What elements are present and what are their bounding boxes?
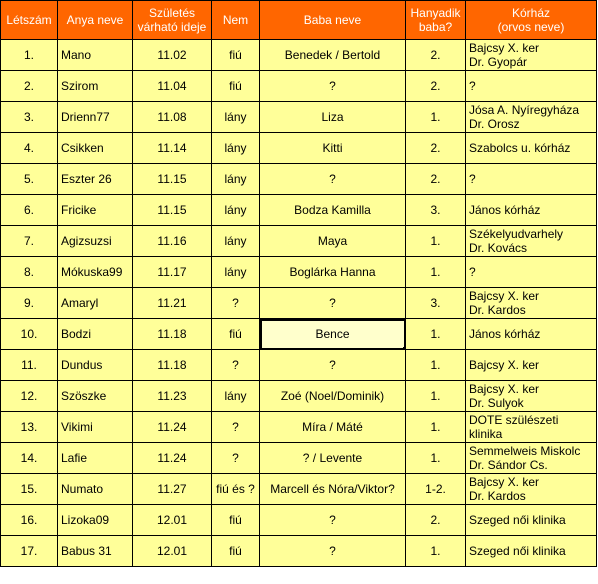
cell-count[interactable]: 13. <box>1 412 58 443</box>
cell-baby-name[interactable]: Benedek / Bertold <box>260 40 406 71</box>
cell-count[interactable]: 9. <box>1 288 58 319</box>
cell-due-date[interactable]: 11.15 <box>133 164 212 195</box>
cell-count[interactable]: 11. <box>1 350 58 381</box>
table-row <box>1 474 597 505</box>
cell-which-baby[interactable]: 2. <box>406 40 466 71</box>
cell-mother-name[interactable]: Numato <box>58 474 133 505</box>
table-row <box>1 443 597 474</box>
cell-due-date[interactable]: 11.14 <box>133 133 212 164</box>
cell-which-baby[interactable]: 1. <box>406 381 466 412</box>
cell-hospital[interactable]: Semmelweis Miskolc Dr. Sándor Cs. <box>466 443 597 474</box>
cell-mother-name[interactable]: Fricike <box>58 195 133 226</box>
cell-due-date[interactable]: 11.18 <box>133 350 212 381</box>
cell-sex[interactable]: lány <box>212 257 260 288</box>
cell-count[interactable]: 17. <box>1 536 58 567</box>
cell-which-baby[interactable]: 2. <box>406 71 466 102</box>
cell-baby-name[interactable]: Maya <box>260 226 406 257</box>
header-sex[interactable]: Nem <box>212 1 260 40</box>
cell-count[interactable]: 12. <box>1 381 58 412</box>
cell-count[interactable]: 2. <box>1 71 58 102</box>
cell-baby-name[interactable]: Liza <box>260 102 406 133</box>
header-hospital[interactable]: Kórház (orvos neve) <box>466 1 597 40</box>
cell-mother-name[interactable]: Lafie <box>58 443 133 474</box>
cell-hospital[interactable]: ? <box>466 257 597 288</box>
cell-due-date[interactable]: 11.17 <box>133 257 212 288</box>
cell-mother-name[interactable]: Mano <box>58 40 133 71</box>
table-row <box>1 164 597 195</box>
cell-sex[interactable]: lány <box>212 133 260 164</box>
cell-hospital[interactable]: DOTE szülészeti klinika <box>466 412 597 443</box>
cell-count[interactable]: 14. <box>1 443 58 474</box>
cell-sex[interactable]: fiú <box>212 71 260 102</box>
cell-mother-name[interactable]: Bodzi <box>58 319 133 350</box>
cell-which-baby[interactable]: 3. <box>406 195 466 226</box>
cell-hospital[interactable]: Bajcsy X. ker Dr. Kardos <box>466 474 597 505</box>
cell-due-date[interactable]: 11.23 <box>133 381 212 412</box>
cell-mother-name[interactable]: Agizsuzsi <box>58 226 133 257</box>
table-row <box>1 412 597 443</box>
table-row <box>1 40 597 71</box>
cell-mother-name[interactable]: Lizoka09 <box>58 505 133 536</box>
header-which-baby[interactable]: Hanyadik baba? <box>406 1 466 40</box>
cell-due-date[interactable]: 11.02 <box>133 40 212 71</box>
cell-baby-name[interactable]: ? <box>260 71 406 102</box>
cell-due-date[interactable]: 11.04 <box>133 71 212 102</box>
cell-count[interactable]: 10. <box>1 319 58 350</box>
table-row <box>1 350 597 381</box>
table-body <box>1 40 597 567</box>
cell-which-baby[interactable]: 1. <box>406 443 466 474</box>
cell-hospital[interactable]: Szeged női klinika <box>466 505 597 536</box>
header-count[interactable]: Létszám <box>1 1 58 40</box>
cell-due-date[interactable]: 11.24 <box>133 412 212 443</box>
cell-sex[interactable]: lány <box>212 164 260 195</box>
cell-hospital[interactable]: Szabolcs u. kórház <box>466 133 597 164</box>
cell-count[interactable]: 6. <box>1 195 58 226</box>
cell-count[interactable]: 15. <box>1 474 58 505</box>
cell-which-baby[interactable]: 1. <box>406 226 466 257</box>
cell-due-date[interactable]: 11.15 <box>133 195 212 226</box>
cell-due-date[interactable]: 11.27 <box>133 474 212 505</box>
cell-which-baby[interactable]: 1. <box>406 257 466 288</box>
cell-sex[interactable]: lány <box>212 381 260 412</box>
cell-which-baby[interactable]: 1. <box>406 350 466 381</box>
cell-which-baby[interactable]: 1. <box>406 102 466 133</box>
cell-which-baby[interactable]: 2. <box>406 505 466 536</box>
cell-mother-name[interactable]: Szirom <box>58 71 133 102</box>
cell-due-date[interactable]: 11.16 <box>133 226 212 257</box>
cell-sex[interactable]: ? <box>212 288 260 319</box>
cell-hospital[interactable]: Jósa A. Nyíregyháza Dr. Orosz <box>466 102 597 133</box>
cell-sex[interactable]: fiú és ? <box>212 474 260 505</box>
cell-baby-name[interactable]: ? <box>260 505 406 536</box>
cell-sex[interactable]: fiú <box>212 505 260 536</box>
table-row <box>1 505 597 536</box>
cell-baby-name[interactable]: ? / Levente <box>260 443 406 474</box>
cell-hospital[interactable]: Bajcsy X. ker <box>466 350 597 381</box>
header-baby-name[interactable]: Baba neve <box>260 1 406 40</box>
header-mother-name[interactable]: Anya neve <box>58 1 133 40</box>
cell-count[interactable]: 1. <box>1 40 58 71</box>
cell-mother-name[interactable]: Mókuska99 <box>58 257 133 288</box>
cell-baby-name[interactable]: Boglárka Hanna <box>260 257 406 288</box>
cell-baby-name[interactable]: ? <box>260 350 406 381</box>
cell-due-date[interactable]: 11.21 <box>133 288 212 319</box>
selected-cell-text: Bence <box>315 327 350 341</box>
cell-mother-name[interactable]: Dundus <box>58 350 133 381</box>
cell-count[interactable]: 3. <box>1 102 58 133</box>
table-row <box>1 133 597 164</box>
cell-sex[interactable]: fiú <box>212 40 260 71</box>
header-due-date[interactable]: Születés várható ideje <box>133 1 212 40</box>
cell-hospital[interactable]: Bajcsy X. ker Dr. Kardos <box>466 288 597 319</box>
cell-sex[interactable]: ? <box>212 412 260 443</box>
cell-baby-name[interactable]: Míra / Máté <box>260 412 406 443</box>
cell-sex[interactable]: lány <box>212 226 260 257</box>
table-row <box>1 226 597 257</box>
cell-which-baby[interactable]: 2. <box>406 133 466 164</box>
table-row <box>1 71 597 102</box>
table-row <box>1 102 597 133</box>
cell-due-date[interactable]: 11.08 <box>133 102 212 133</box>
cell-mother-name[interactable]: Szöszke <box>58 381 133 412</box>
cell-mother-name[interactable]: Eszter 26 <box>58 164 133 195</box>
cell-hospital[interactable]: ? <box>466 71 597 102</box>
cell-baby-name[interactable]: ? <box>260 288 406 319</box>
cell-mother-name[interactable]: Drienn77 <box>58 102 133 133</box>
cell-which-baby[interactable]: 1. <box>406 412 466 443</box>
cell-hospital[interactable]: János kórház <box>466 195 597 226</box>
cell-sex[interactable]: lány <box>212 195 260 226</box>
fill-handle[interactable] <box>403 347 406 350</box>
cell-sex[interactable]: ? <box>212 443 260 474</box>
cell-hospital[interactable]: Bajcsy X. ker Dr. Gyopár <box>466 40 597 71</box>
table-row <box>1 536 597 567</box>
cell-which-baby[interactable]: 2. <box>406 164 466 195</box>
table-row <box>1 381 597 412</box>
cell-baby-name[interactable]: ? <box>260 164 406 195</box>
cell-hospital[interactable]: János kórház <box>466 319 597 350</box>
cell-mother-name[interactable]: Amaryl <box>58 288 133 319</box>
cell-sex[interactable]: fiú <box>212 319 260 350</box>
table-row <box>1 288 597 319</box>
cell-sex[interactable]: fiú <box>212 536 260 567</box>
cell-which-baby[interactable]: 1. <box>406 536 466 567</box>
table-row <box>1 257 597 288</box>
cell-baby-name[interactable]: Marcell és Nóra/Viktor? <box>260 474 406 505</box>
cell-count[interactable]: 8. <box>1 257 58 288</box>
cell-sex[interactable]: lány <box>212 102 260 133</box>
cell-baby-name[interactable]: Bodza Kamilla <box>260 195 406 226</box>
cell-count[interactable]: 7. <box>1 226 58 257</box>
header-row <box>1 1 597 40</box>
cell-baby-name[interactable]: Kitti <box>260 133 406 164</box>
cell-which-baby[interactable]: 1-2. <box>406 474 466 505</box>
cell-baby-name[interactable]: Zoé (Noel/Dominik) <box>260 381 406 412</box>
cell-which-baby[interactable]: 1. <box>406 319 466 350</box>
table-row <box>1 319 597 350</box>
cell-baby-name[interactable]: ? <box>260 536 406 567</box>
cell-hospital[interactable]: ? <box>466 164 597 195</box>
cell-mother-name[interactable]: Csikken <box>58 133 133 164</box>
cell-which-baby[interactable]: 3. <box>406 288 466 319</box>
selected-cell[interactable] <box>260 319 406 350</box>
cell-due-date[interactable]: 11.18 <box>133 319 212 350</box>
cell-hospital[interactable]: Székelyudvarhely Dr. Kovács <box>466 226 597 257</box>
cell-count[interactable]: 4. <box>1 133 58 164</box>
header-row-group <box>1 1 597 40</box>
cell-count[interactable]: 5. <box>1 164 58 195</box>
cell-hospital[interactable]: Szeged női klinika <box>466 536 597 567</box>
cell-count[interactable]: 16. <box>1 505 58 536</box>
cell-due-date[interactable]: 12.01 <box>133 536 212 567</box>
cell-due-date[interactable]: 11.24 <box>133 443 212 474</box>
cell-sex[interactable]: ? <box>212 350 260 381</box>
table-row <box>1 195 597 226</box>
cell-hospital[interactable]: Bajcsy X. ker Dr. Sulyok <box>466 381 597 412</box>
cell-mother-name[interactable]: Babus 31 <box>58 536 133 567</box>
cell-mother-name[interactable]: Vikimi <box>58 412 133 443</box>
cell-due-date[interactable]: 12.01 <box>133 505 212 536</box>
